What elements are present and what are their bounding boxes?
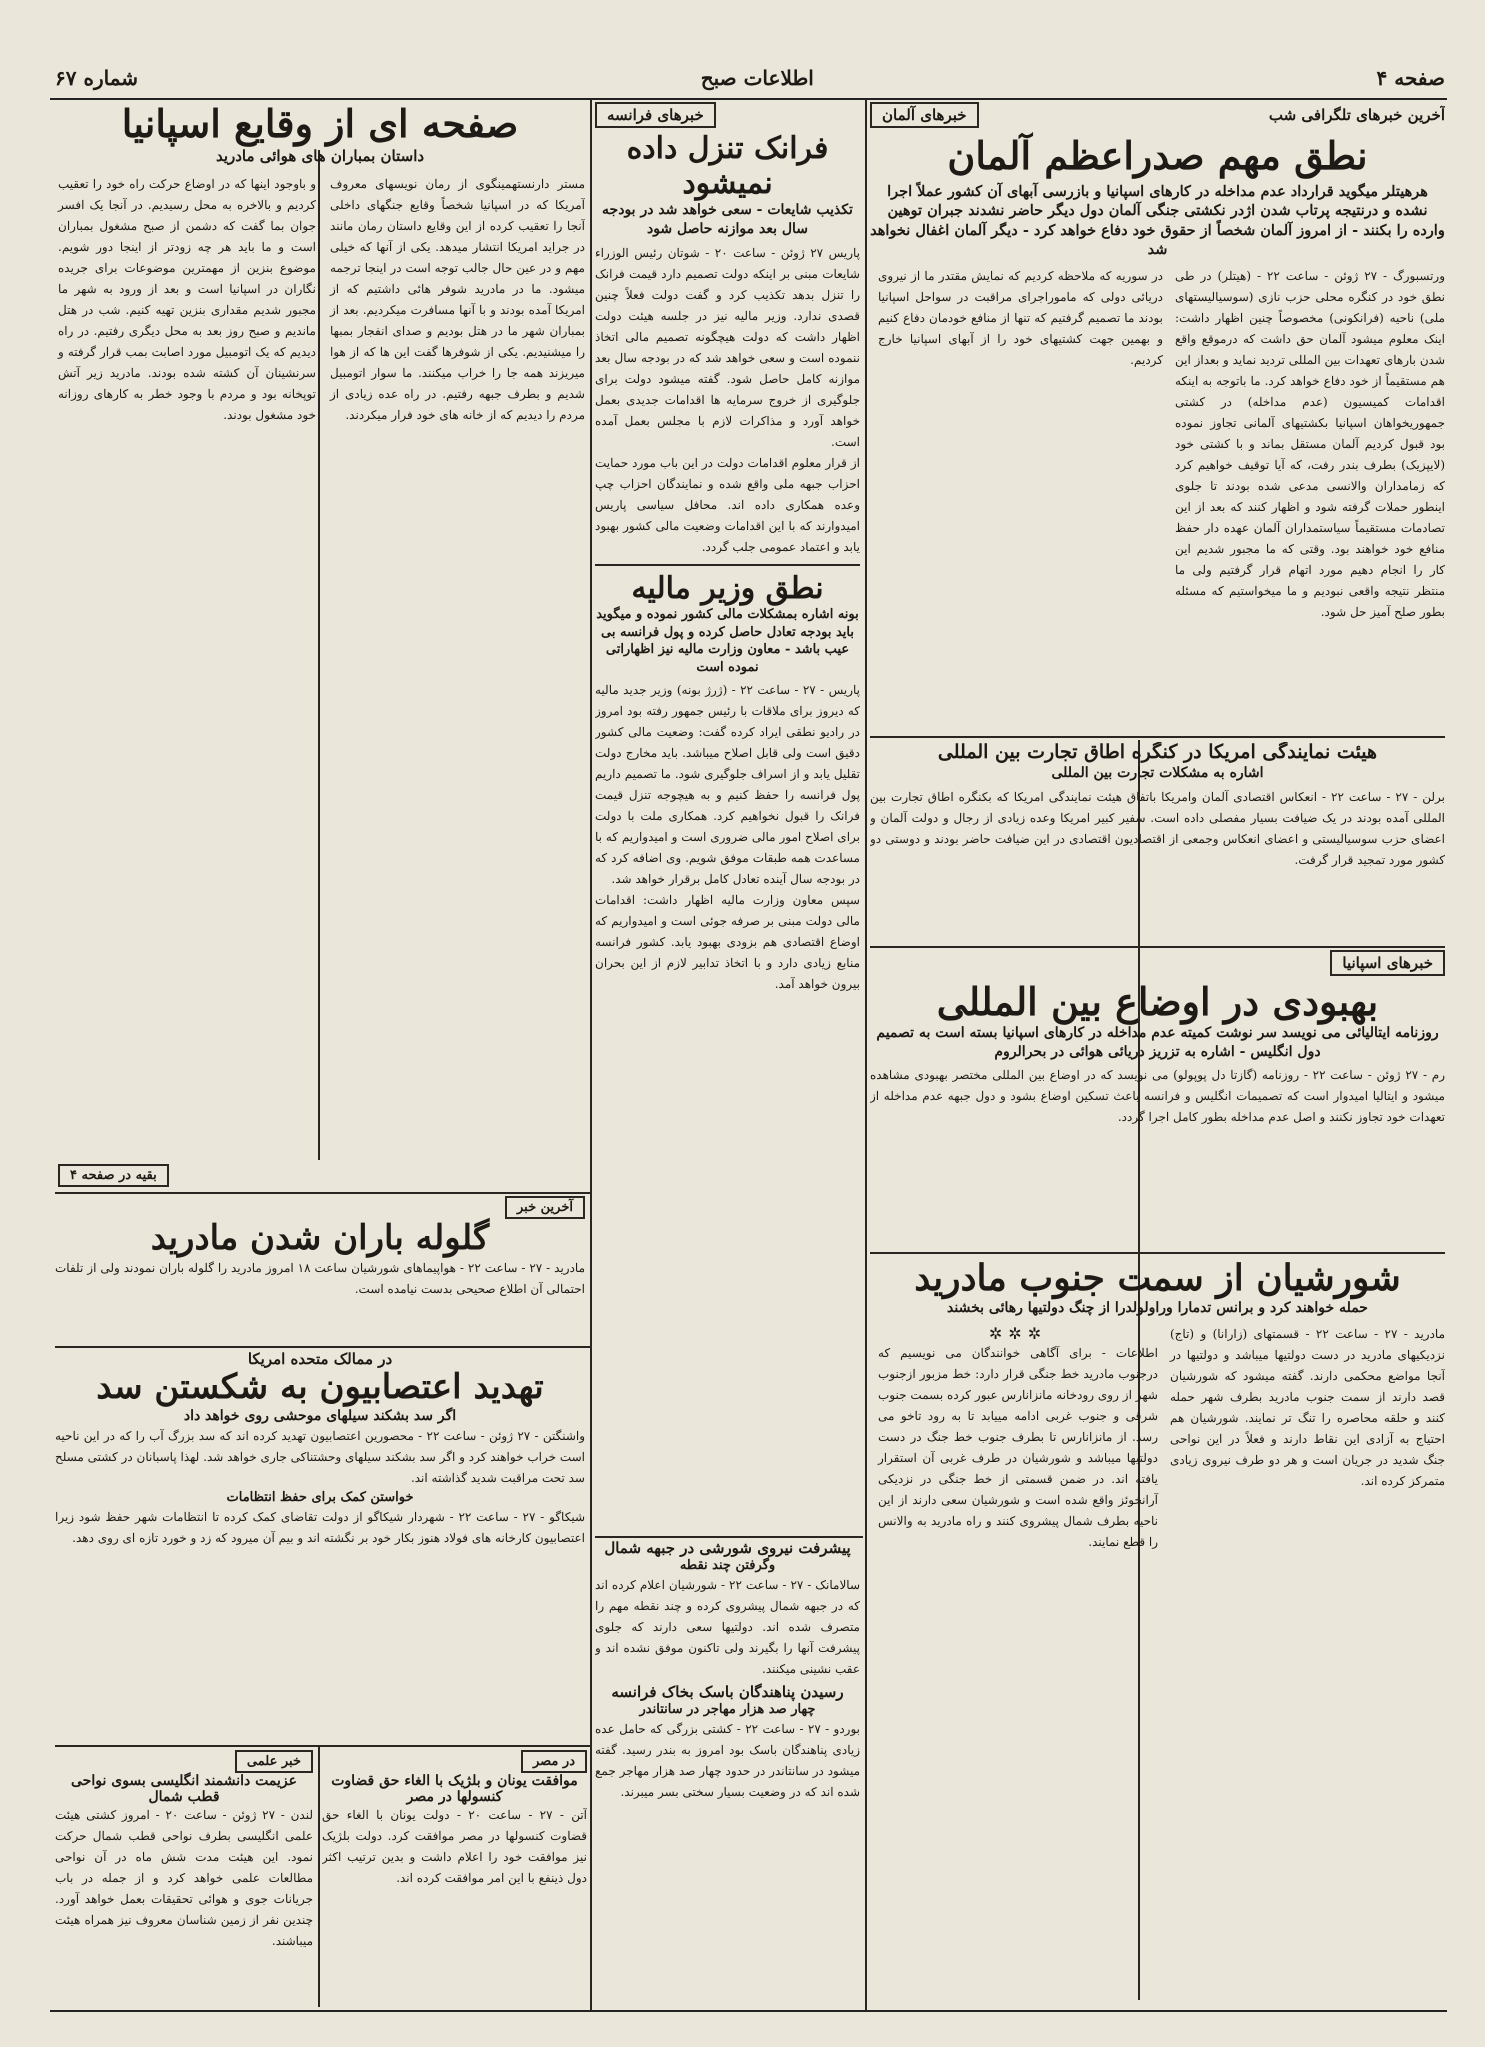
headline: شورشیان از سمت جنوب مادرید — [914, 1258, 1401, 1299]
article-body: از قرار معلوم اقدامات دولت در این باب مورد حمایت احزاب جبهه ملی واقع شده و نمایندگان احزاب چپ وعده همکاری داده اند. محافل سیاسی پاریس امیدوارند که با این اقدامات وضعیت مالی کشور بهبود یابد و اعتماد عمومی جلب گردد. — [595, 455, 860, 554]
headline: پیشرفت نیروی شورشی در جبهه شمال — [604, 1540, 851, 1557]
page-header — [55, 60, 1445, 96]
issue-number-label: شماره ۶۷ — [55, 66, 139, 90]
subhead: خواستن کمک برای حفظ انتظامات — [226, 1489, 414, 1505]
headline: هیئت نمایندگی امریکا در کنگره اطاق تجارت بین المللی — [937, 742, 1378, 763]
headline: نطق وزیر مالیه — [631, 570, 824, 606]
madrid-shelling-article — [55, 1196, 585, 1346]
article-body: پاریس ۲۷ ژوئن - ساعت ۲۰ - شوتان رئیس الوزراء شایعات مبنی بر اینکه دولت تصمیم دارد قیمت فرانک را تنزل بدهد تکذیب کرد و گفت دولت فعلاً چنین قصدی ندارد. وزیر مالیه نیز در جلسه هیئت دولت اظهار داشت که دولت هیچگونه تصمیم مالی اتخاذ ننموده است و سعی خواهد شد که در بودجه سال بعد موازنه کامل حاصل شود. گفته میشود دولت برای جلوگیری از خروج سرمایه ها اقدامات جدیدی بعمل خواهد آورد و مذاکرات لازم با مجلس بعمل آمده است. — [595, 245, 860, 449]
article-body: لندن - ۲۷ ژوئن - ساعت ۲۰ - امروز کشتی هیئت علمی انگلیسی بطرف نواحی قطب شمال حرکت نمود. این هیئت مدت شش ماه در آن نواحی مطالعات علمی خواهد کرد و از جمله در باب جریانات جوی و هوائی تحقیقات بعمل خواهد آورد. چندین نفر از زمین شناسان معروف نیز همراه هیئت میباشند. — [55, 1808, 313, 1949]
madrid-south-article — [870, 1258, 1445, 2008]
article-body: شیکاگو - ۲۷ - ساعت ۲۲ - شهردار شیکاگو از دولت تقاضای کمک کرده تا انتظامات شهر حفظ شود زیرا اعتصابیون کارخانه های فولاد هنوز بکار خود بر نگشته اند و بیم آن میرود که زد و خورد تازه ای روی دهد. — [55, 1509, 585, 1545]
science-article — [55, 1750, 313, 2005]
section-rule — [595, 1536, 863, 1538]
section-label: خبر علمی — [235, 1750, 313, 1773]
headline: موافقت یونان و بلژیک با الغاء حق قضاوت کنسولها در مصر — [331, 1773, 578, 1806]
headline: عزیمت دانشمند انگلیسی بسوی نواحی قطب شمال — [71, 1773, 297, 1806]
section-rule — [870, 946, 1445, 948]
article-body: پاریس - ۲۷ - ساعت ۲۲ - (ژرژ بونه) وزیر جدید مالیه که دیروز برای ملاقات با رئیس جمهور رفته بود امروز در رادیو نطقی ایراد کرده گفت: وضعیت مالی کشور دقیق است ولی قابل اصلاح میباشد. باید مخارج دولت تقلیل یابد و از اسراف جلوگیری شود. ما تصمیم داریم پول فرانسه را حفظ کنیم و به هیچوجه تنزل قیمت فرانک را قبول نخواهیم کرد. همکاری ملت با دولت برای اصلاح امور مالی ضروری است و امیدواریم که با مساعدت همه طبقات موفق شویم. وی اضافه کرد که در بودجه سال آینده تعادل کامل برقرار خواهد شد. — [595, 683, 860, 887]
article-body: سالامانک - ۲۷ - ساعت ۲۲ - شورشیان اعلام کرده اند که در جبهه شمال پیشروی کرده و چند نقطه مهم را متصرف شده اند. دولتیها سعی دارند که جلوی پیشرفت آنها را بگیرند ولی تاکنون موفق نشده اند و عقب نشینی میکنند. — [595, 1577, 860, 1676]
headline: فرانک تنزل داده نمیشود — [626, 131, 829, 201]
subhead: داستان بمباران های هوائی مادرید — [215, 146, 425, 165]
column-divider — [318, 1747, 320, 2007]
star-divider: ✲✲✲ — [988, 1324, 1048, 1344]
continued-note: بقیه در صفحه ۴ — [58, 1164, 258, 1187]
subhead: حمله خواهند کرد و برانس تدمارا وراولولدرا از چنگ دولتیها رهائی بخشند — [947, 1300, 1368, 1317]
subhead: اشاره به مشکلات تجارت بین المللی — [1051, 764, 1264, 781]
article-body: سپس معاون وزارت مالیه اظهار داشت: اقدامات مالی دولت مبنی بر صرفه جوئی است و امیدواریم که اوضاع اقتصادی هم بزودی بهبود یابد. کشور فرانسه منابع زیادی دارد و با اتخاذ تدابیر لازم از این بحران بیرون خواهد آمد. — [595, 893, 860, 992]
headline: نطق مهم صدراعظم آلمان — [947, 133, 1368, 178]
usa-strike-article — [55, 1350, 585, 1745]
article-body: آتن - ۲۷ - ساعت ۲۰ - دولت یونان با الغاء حق قضاوت کنسولها در مصر موافقت کرد. دولت بلژیک نیز موافقت خود را اعلام داشت و بدین ترتیب اکثر دول ذینفع با این امر موافقت کرده اند. — [322, 1808, 587, 1886]
article-body: و باوجود اینها که در اوضاع حرکت راه خود را تعقیب کردیم و بالاخره به محل رسیدیم. در آنجا یک افسر جوان بما گفت که دشمن از صبح مشغول بمباران است و ما باید هر چه زودتر از اینجا دور شویم. موضوع بنزین از مهمترین موضوعات برای جریده نگاران در اسپانیا است و بعد از ورود به شهر ما مجبور شدیم مقداری بنزین تهیه کنیم. شب در هتل ماندیم و صبح روز بعد به محل دیگری رفتیم. در راه دیدیم که یک اتومبیل مورد اصابت بمب قرار گرفته و سرنشینان آن کشته شده بودند. مادرید زیر آتش توپخانه بود و مردم با وجود خطر به کارهای روزانه خود مشغول بودند. — [58, 176, 316, 422]
section-rule — [595, 564, 860, 566]
headline: رسیدن پناهندگان باسک بخاک فرانسه — [611, 1682, 844, 1701]
subhead: بونه اشاره بمشکلات مالی کشور نموده و میگوید باید بودجه تعادل حاصل کرده و پول فرانسه بی عیب باشد - معاون وزارت مالیه نیز اظهاراتی نموده است — [596, 607, 859, 675]
section-label: خبرهای فرانسه — [595, 102, 716, 128]
subhead: چهار صد هزار مهاجر در سانتاندر — [639, 1702, 816, 1718]
section-label: خبرهای آلمان — [870, 102, 979, 128]
spain-section — [870, 950, 1445, 1250]
headline: تهدید اعتصابیون به شکستن سد — [96, 1367, 544, 1407]
headline: گلوله باران شدن مادرید — [150, 1218, 490, 1258]
section-rule — [870, 736, 1445, 738]
middle-lower-column — [595, 1540, 860, 2005]
article-body: مادرید - ۲۷ - ساعت ۲۲ - هواپیماهای شورشیان ساعت ۱۸ امروز مادرید را گلوله باران نمودند ولی از تلفات احتمالی آن اطلاع صحیحی بدست نیامده است. — [55, 1261, 585, 1297]
article-body: ورتسبورگ - ۲۷ ژوئن - ساعت ۲۲ - (هیتلر) در طی نطق خود در کنگره محلی حزب نازی (سوسیالیستهای ملی) ناحیه (فرانکونی) مخصوصاً چنین اظهار داشت: اینک معلوم میشود آلمان حق داشت که درموقع واقع شدن بارهای تعهدات بین المللی تردید نماید و بعداز این هم مستقیماً از خود دفاع خواهد کرد. ما باتوجه به اینکه اقدامات کمیسیون (عدم مداخله) در کشتی جمهوریخواهان اسپانیا بکشتیهای آلمانی تجاوز نموده بود قبول کردیم آلمان مستقل بماند و با کشتی خود (لایپزیک) بطرف بندر رفت، که آیا توقیف خواهیم کرد که زمامداران والانسی مدعی شده بودند تا جلوی اینطور حملات گرفته شود و اظهار کنند که بعد از این تصادمات مستقیماً سیاستمداران آلمان عهده دار حفظ منافع خود خواهند بود. وقتی که ما مجبور شدیم این کار را انجام دهیم مورد اتهام قرار گرفتیم ولی ما منتظر نتیجه واقعی نبودیم و ما میخواستیم که مسئله بطور صلح آمیز حل شود. — [1175, 268, 1445, 619]
subhead: روزنامه ایتالیائی می نویسد سر نوشت کمیته عدم مداخله در کارهای اسپانیا بسته است به تصمیم دول انگلیس - اشاره به تزریز دریائی هوائی در بحرالروم — [876, 1024, 1439, 1060]
subhead: وگرفتن چند نقطه — [679, 1558, 776, 1574]
section-rule — [55, 1192, 590, 1194]
page-number-label: صفحه ۴ — [1376, 66, 1445, 90]
kicker: آخرین خبرهای تلگرافی شب — [1268, 106, 1445, 124]
subhead: اگر سد بشکند سیلهای موحشی روی خواهد داد — [183, 1408, 457, 1425]
subhead: هرهیتلر میگوید قرارداد عدم مداخله در کارهای اسپانیا و بازرسی آبهای آن کشور عملاً اجرا نشده و درنتیجه پرتاب شدن اژدر نکشتی جنگی آلمان دول دیگر حاضر نشدند جبران توهین وارده را بکنند - از امروز آلمان شخصاً از حقوق خود دفاع خواهد کرد - دیگر آلمان اغفال نخواهد شد — [870, 182, 1445, 259]
column-divider — [590, 100, 592, 2010]
headline: صفحه ای از وقایع اسپانیا — [121, 102, 519, 146]
delegation-article — [870, 742, 1445, 942]
footer-rule — [50, 2010, 1447, 2012]
section-rule — [870, 1252, 1445, 1254]
section-rule — [55, 1346, 590, 1348]
headline: بهبودی در اوضاع بین المللی — [936, 979, 1379, 1024]
subhead: تکذیب شایعات - سعی خواهد شد در بودجه سال بعد موازنه حاصل شود — [602, 202, 853, 237]
article-body: مادرید - ۲۷ - ساعت ۲۲ - قسمتهای (زارانا) و (تاج) نزدیکیهای مادرید در دست دولتیها میباشد و دولتیها در آنجا مواضع محکمی دارند. گفته میشود که شورشیان قصد دارند از سمت جنوب مادرید بطرف شهر حمله کنند و حلقه محاصره را تنگ تر نمایند. شورشیان هم احتیاج به آزادی این نقاط دارند و فعلاً در این نواحی جنگ شدید در جریان است و هر دو طرف نیروی زیادی متمرکز کرده اند. — [1170, 1327, 1445, 1489]
section-label: آخرین خبر — [505, 1196, 585, 1219]
article-body: در سوریه که ملاحظه کردیم که نمایش مقتدر ما از نیروی دریائی دولی که ماموراجرای مراقبت در سواحل اسپانیا بودند ما تصمیم گرفتیم که تنها از منافع خودمان دفاع کنیم و بهمین جهت کشتیهای خود را از آبهای اسپانیا خارج کردیم. — [878, 268, 1163, 367]
article-body: برلن - ۲۷ - ساعت ۲۲ - انعکاس اقتصادی آلمان وامریکا باتفاق هیئت نمایندگی امریکا که بکنگره اطاق تجارت بین المللی آمده بودند در یک ضیافت بسیار مفصلی داده است. سفیر کبیر امریکا وعده زیادی از رجال و دولت آلمان و اعضای حزب سوسیالیستی و اعضای انعکاس وجمعی از اقتصادیون اقتصادی در این ضیافت حاضر بودند و دوستی دو کشور مورد تمجید قرار گرفت. — [870, 789, 1445, 867]
section-label: خبرهای اسپانیا — [1330, 950, 1445, 976]
paper-name: اطلاعات صبح — [700, 66, 814, 90]
column-divider — [865, 100, 867, 2010]
middle-column — [595, 102, 860, 1142]
article-body: بوردو - ۲۷ - ساعت ۲۲ - کشتی بزرگی که حامل عده زیادی پناهندگان باسک بود امروز به بندر رسید. گفته میشود در سانتاندر در حدود چهار صد هزار مهاجر جمع شده اند که در وضعیت بسیار سختی بسر میبرند. — [595, 1721, 860, 1799]
article-body: رم - ۲۷ ژوئن - ساعت ۲۲ - روزنامه (گازتا دل پوپولو) می نویسد که در اوضاع بین المللی مختصر بهبودی مشاهده میشود و ایتالیا امیدوار است که تصمیمات انگلیس و فرانسه باعث تسکین اوضاع بشود و دول جبهه عدم مداخله از تعهدات خود تجاوز نکنند و اصل عدم مداخله بطور کامل اجرا گردد. — [870, 1068, 1445, 1125]
section-label: در مصر — [521, 1750, 587, 1773]
article-body: واشنگتن - ۲۷ ژوئن - ساعت ۲۲ - محصورین اعتصابیون تهدید کرده اند که سد بزرگ آب را که در این ناحیه است خراب خواهند کرد و اگر سد بشکند سیلهای وحشتناکی جاری خواهد شد. لهذا پاسبانان در کشتی مسلح سد تحت مراقبت شدید گذاشته اند. — [55, 1428, 585, 1485]
section-label: در ممالک متحده امریکا — [247, 1350, 393, 1368]
section-rule — [55, 1745, 590, 1747]
egypt-article — [322, 1750, 587, 2005]
article-body: اطلاعات - برای آگاهی خوانندگان می نویسیم که درجنوب مادرید خط جنگی قرار دارد: خط مزبور ازجنوب شهر از روی رودخانه مانزانارس عبور کرده بسمت جنوب شرقی و جنوب غربی ادامه مییابد تا به رود تاخو می رسد. از مانزانارس تا بطرف جنوب خط جنگ در دست دولتیها میباشد و شورشیان در طرف غربی آن استقرار یافته اند. در ضمن قسمتی از خط جنگی در نزدیکی آرانخوئز واقع شده است و شورشیان سعی دارند از این ناحیه بطرف شمال پیشروی کنند و راه مادرید به والانس را قطع نمایند. — [878, 1346, 1158, 1550]
left-column — [55, 102, 585, 1162]
header-rule — [50, 98, 1447, 100]
article-body: مستر دارنستهمینگوی از رمان نویسهای معروف آمریکا که در اسپانیا شخصاً وقایع جنگهای داخلی آنجا را تعقیب کرده از این وقایع داستان رمان مانند در جراید امریکا انتشار میدهد. یکی از آنها که خیلی مهم و در عین حال جالب توجه است در اینجا ترجمه میشود. ما در مادرید شوفر هائی داشتیم که از امریکا آمده بودند و با آنها مسافرت میکردیم. بعد از بمباران شهر ما در هتل بودیم و صدای انفجار بمبها را میشنیدیم. یکی از شوفرها گفت این ها که از هوا میریزند همه جا را خراب میکنند. ما سوار اتومبیل شدیم و بطرف جبهه رفتیم. در راه عده زیادی از مردم را دیدیم که از خانه های خود فرار میکردند. — [330, 176, 585, 422]
